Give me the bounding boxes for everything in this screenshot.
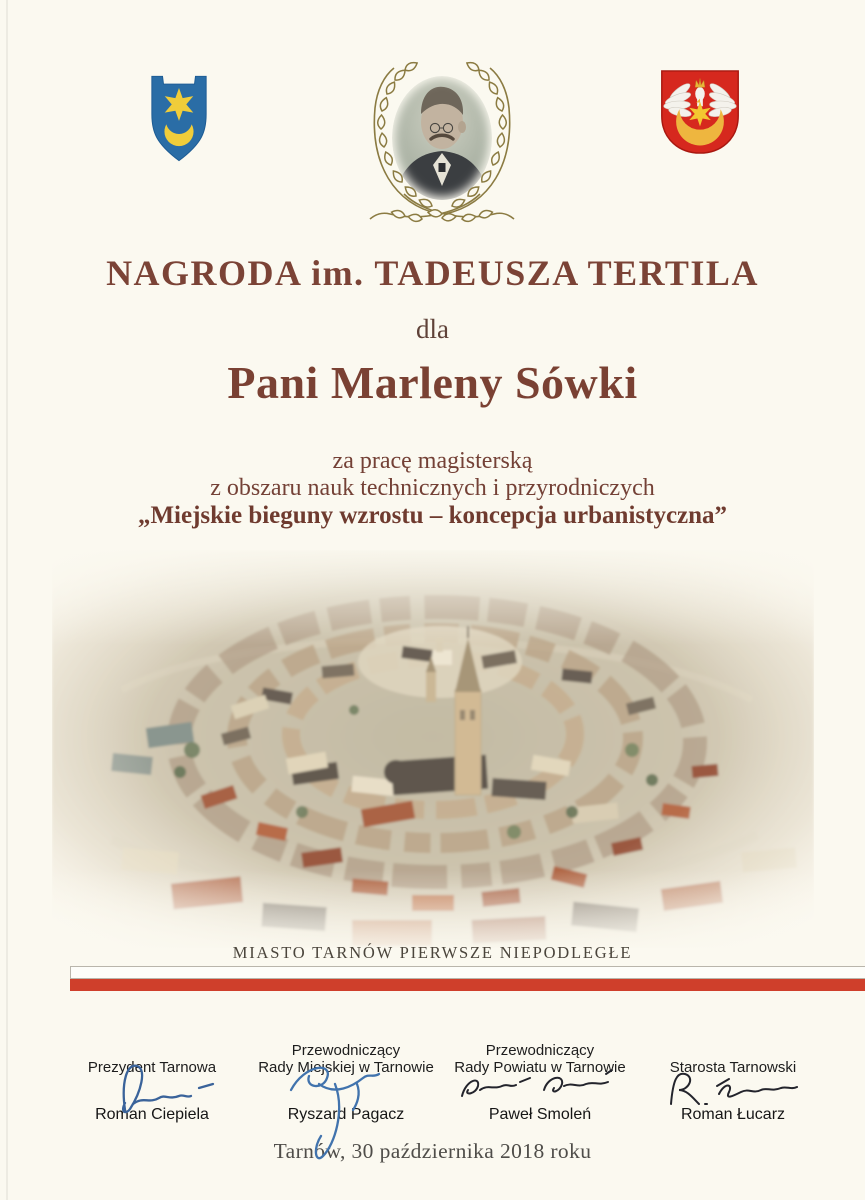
signatory-role: Przewodniczący Rady Powiatu w Tarnowie bbox=[454, 1042, 626, 1076]
signatory-role: Przewodniczący Rady Miejskiej w Tarnowie bbox=[258, 1042, 434, 1076]
signature-block-city-council-chair bbox=[246, 1040, 446, 1123]
signatory-name: Ryszard Pagacz bbox=[287, 1106, 405, 1123]
signature-roman-ciepiela bbox=[67, 1058, 237, 1118]
signature-ryszard-pagacz bbox=[261, 1054, 431, 1169]
signatory-name: Roman Ciepiela bbox=[95, 1106, 209, 1123]
signature-roman-lucarz bbox=[653, 1064, 813, 1114]
scan-edge-artifact bbox=[6, 0, 8, 1200]
banner-motto: MIASTO TARNÓW PIERWSZE NIEPODLEGŁE bbox=[232, 943, 633, 962]
signature-block-mayor bbox=[52, 1040, 252, 1123]
preposition-dla: dla bbox=[416, 314, 449, 344]
award-description bbox=[0, 448, 865, 529]
signature-pawel-smolen bbox=[450, 1066, 630, 1114]
flag-stripe-white bbox=[70, 966, 865, 979]
signatory-role: Starosta Tarnowski bbox=[669, 1059, 797, 1076]
recipient-name: Pani Marleny Sówki bbox=[227, 357, 638, 408]
description-line-2: z obszaru nauk technicznych i przyrodniczych bbox=[210, 475, 655, 501]
signatory-role: Prezydent Tarnowa bbox=[87, 1059, 217, 1076]
tarnow-city-coat-of-arms-icon bbox=[147, 70, 211, 166]
award-title: NAGRODA im. TADEUSZA TERTILA bbox=[106, 253, 759, 293]
flag-stripe-red bbox=[70, 979, 865, 991]
thesis-title: „Miejskie bieguny wzrostu – koncepcja urbanistyczna” bbox=[137, 502, 728, 529]
signature-block-starosta bbox=[633, 1040, 833, 1123]
tadeusz-tertil-portrait-wreath-icon bbox=[342, 46, 542, 244]
tarnow-county-coat-of-arms-icon bbox=[657, 66, 743, 158]
place-and-date: Tarnów, 30 października 2018 roku bbox=[273, 1139, 592, 1163]
tarnow-aerial-photo bbox=[52, 550, 814, 948]
signatory-name: Roman Łucarz bbox=[680, 1106, 786, 1123]
signature-block-county-council-chair bbox=[440, 1040, 640, 1123]
signatory-name: Paweł Smoleń bbox=[488, 1106, 592, 1123]
description-line-1: za pracę magisterską bbox=[332, 448, 533, 474]
